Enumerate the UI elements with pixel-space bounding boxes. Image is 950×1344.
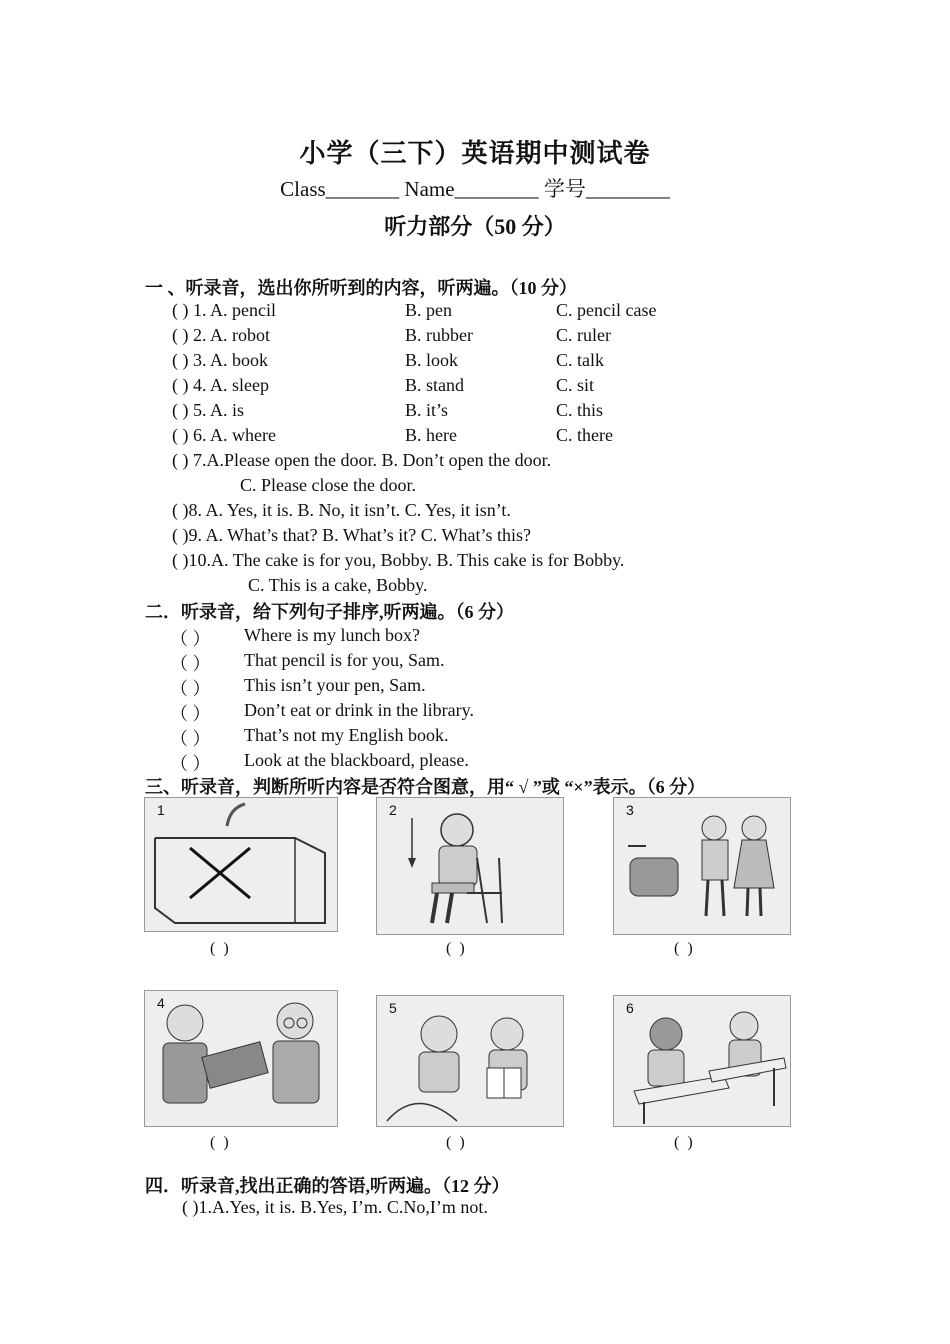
bag-children-illustration: [614, 798, 790, 934]
girl-boy-illustration: [145, 991, 337, 1126]
boy-sitting-illustration: [377, 798, 563, 934]
q4-stem: ( ) 4. A. sleep: [172, 375, 269, 395]
answer-blank-6: ( ): [674, 1134, 695, 1151]
children-reading-illustration: [377, 996, 563, 1126]
q2-option-c: C. ruler: [556, 325, 611, 345]
classroom-illustration: [614, 996, 790, 1126]
section-subtitle: 听力部分（50 分）: [384, 214, 566, 239]
section2-heading: 二．听录音，给下列句子排序,听两遍。（6 分）: [145, 602, 514, 622]
q6-stem: ( ) 6. A. where: [172, 425, 276, 445]
q5-option-c: C. this: [556, 400, 604, 420]
q1-stem: ( ) 1. A. pencil: [172, 300, 276, 320]
q3-option-b: B. look: [405, 350, 459, 370]
answer-blank-3: ( ): [674, 940, 695, 957]
picture-6-classroom: [613, 995, 791, 1127]
q1-option-b: B. pen: [405, 300, 452, 320]
s4-q1: ( )1.A.Yes, it is. B.Yes, I’m. C.No,I’m not.: [182, 1197, 488, 1217]
order-blank: （ ）: [170, 729, 211, 749]
answer-blank-5: ( ): [446, 1134, 467, 1151]
sentence-6: Look at the blackboard, please.: [244, 750, 469, 770]
q3-option-c: C. talk: [556, 350, 604, 370]
picture-number: 6: [626, 1000, 634, 1016]
section4-heading: 四．听录音,找出正确的答语,听两遍。（12 分）: [145, 1176, 510, 1196]
sentence-4: Don’t eat or drink in the library.: [244, 700, 474, 720]
order-blank: （ ）: [170, 654, 211, 674]
q5-option-b: B. it’s: [405, 400, 449, 420]
section3-heading: 三、听录音，判断所听内容是否符合图意，用“ √ ”或 “×”表示。（6 分）: [145, 777, 706, 797]
q6-option-c: C. there: [556, 425, 613, 445]
q4-option-b: B. stand: [405, 375, 465, 395]
picture-number: 1: [157, 802, 165, 818]
q8: ( )8. A. Yes, it is. B. No, it isn’t. C. Yes, it isn’t.: [172, 500, 511, 520]
picture-number: 4: [157, 995, 165, 1011]
q7-line2: C. Please close the door.: [240, 475, 416, 495]
q2-option-b: B. rubber: [405, 325, 473, 345]
sentence-5: That’s not my English book.: [244, 725, 449, 745]
page-title: 小学（三下）英语期中测试卷: [299, 139, 651, 168]
answer-blank-2: ( ): [446, 940, 467, 957]
order-blank: （ ）: [170, 704, 211, 724]
box-illustration: [145, 798, 337, 931]
sentence-3: This isn’t your pen, Sam.: [244, 675, 426, 695]
order-blank: （ ）: [170, 629, 211, 649]
picture-1-box: [144, 797, 338, 932]
student-info-line: Class_______ Name________ 学号________: [280, 177, 670, 201]
q5-stem: ( ) 5. A. is: [172, 400, 244, 420]
picture-4-girl-and-boy: [144, 990, 338, 1127]
q10-line2: C. This is a cake, Bobby.: [248, 575, 428, 595]
section1-heading: 一 、听录音，选出你所听到的内容，听两遍。（10 分）: [145, 278, 577, 298]
picture-number: 5: [389, 1000, 397, 1016]
q3-stem: ( ) 3. A. book: [172, 350, 268, 370]
order-blank: （ ）: [170, 679, 211, 699]
q1-option-c: C. pencil case: [556, 300, 657, 320]
q9: ( )9. A. What’s that? B. What’s it? C. What’s this?: [172, 525, 531, 545]
picture-2-boy-sitting: [376, 797, 564, 935]
picture-number: 2: [389, 802, 397, 818]
answer-blank-4: ( ): [210, 1134, 231, 1151]
answer-blank-1: ( ): [210, 940, 231, 957]
q7-line1: ( ) 7.A.Please open the door. B. Don’t open the door.: [172, 450, 552, 470]
q6-option-b: B. here: [405, 425, 457, 445]
q4-option-c: C. sit: [556, 375, 595, 395]
sentence-2: That pencil is for you, Sam.: [244, 650, 445, 670]
q10-line1: ( )10.A. The cake is for you, Bobby. B. This cake is for Bobby.: [172, 550, 625, 570]
order-blank: （ ）: [170, 754, 211, 774]
sentence-1: Where is my lunch box?: [244, 625, 420, 645]
picture-number: 3: [626, 802, 634, 818]
picture-3-bag-and-children: [613, 797, 791, 935]
picture-5-children-reading: [376, 995, 564, 1127]
q2-stem: ( ) 2. A. robot: [172, 325, 270, 345]
